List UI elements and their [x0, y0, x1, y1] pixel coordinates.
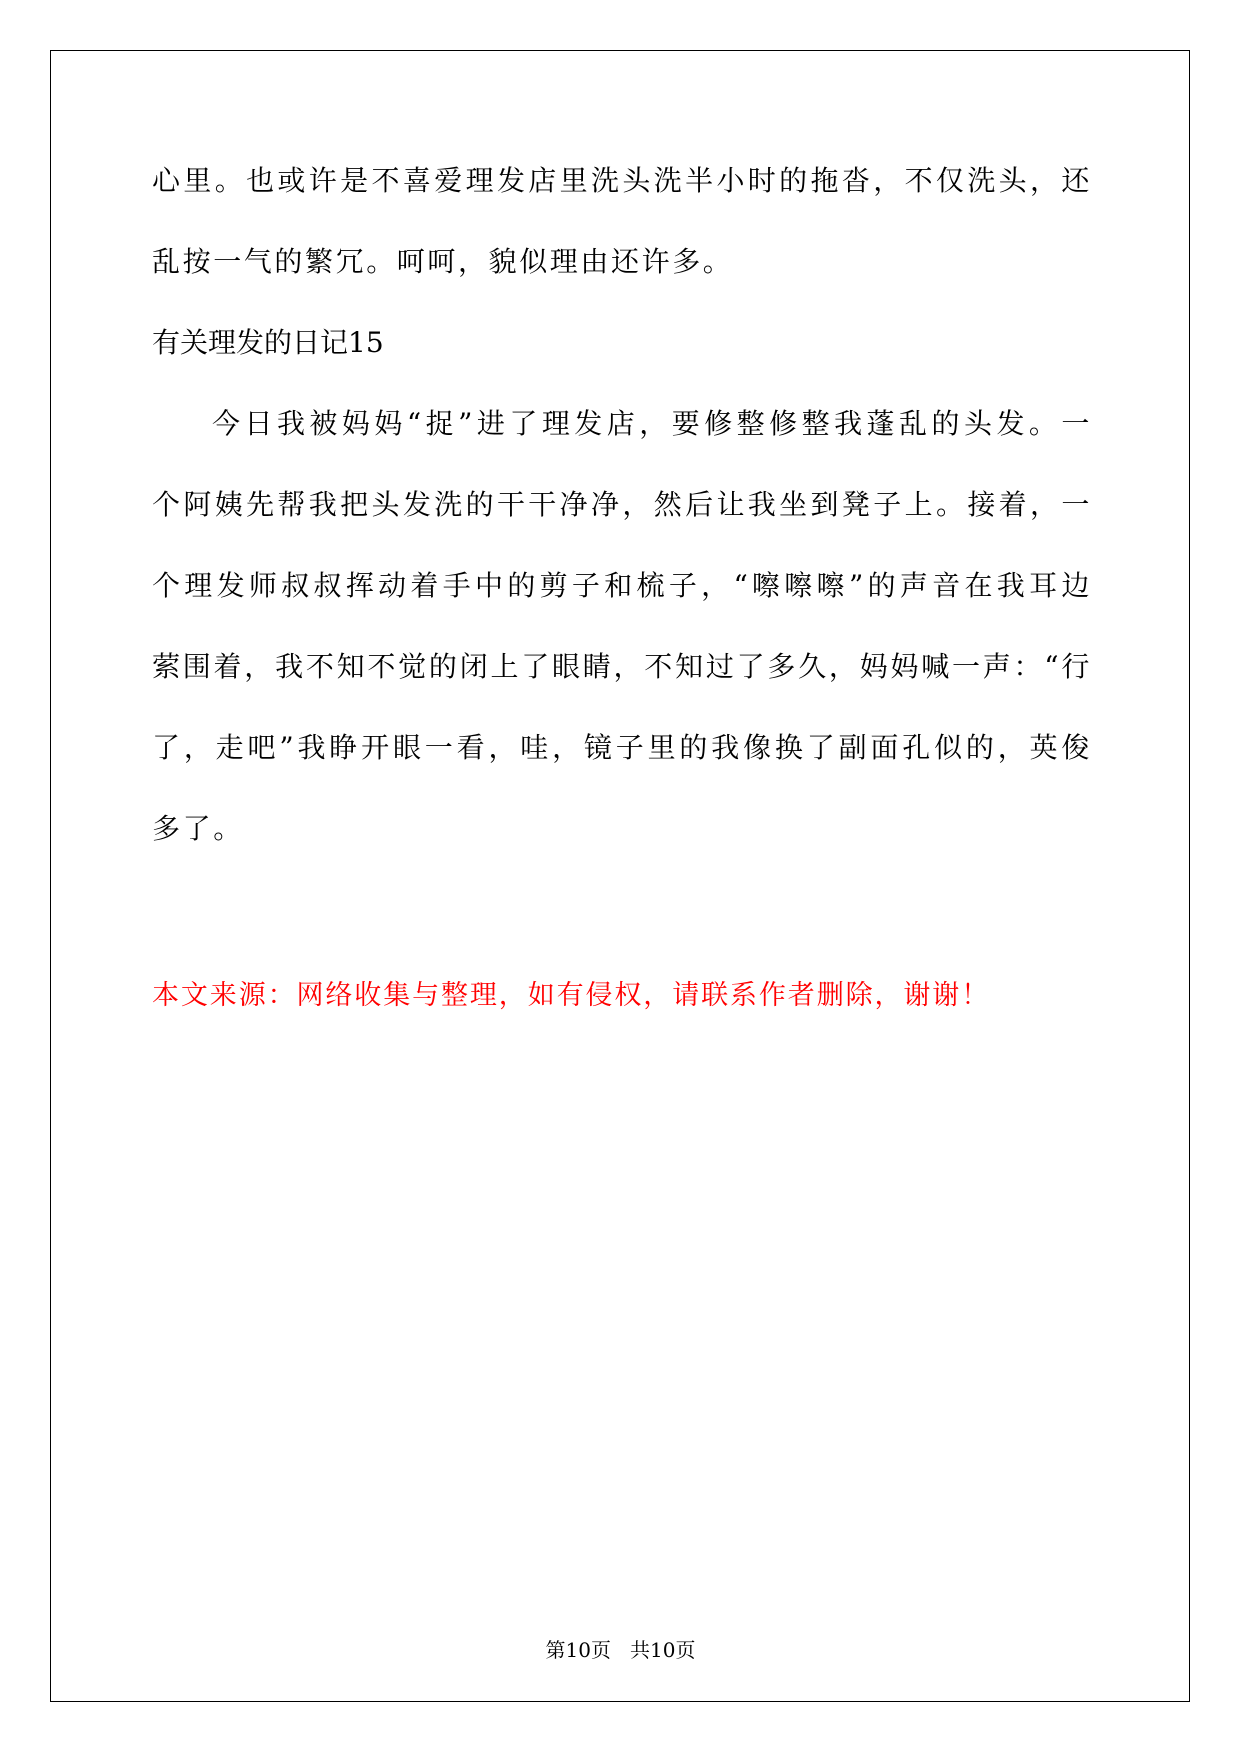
document-body — [152, 160, 1092, 889]
source-note: 本文来源：网络收集与整理，如有侵权，请联系作者删除，谢谢！ — [152, 980, 991, 1011]
paragraph-line: 乱按一气的繁冗。呵呵，貌似理由还许多。 — [152, 245, 734, 278]
paragraph-line: 了，走吧”我睁开眼一看，哇，镜子里的我像换了副面孔似的，英俊 — [152, 731, 1092, 764]
paragraph-line: 个理发师叔叔挥动着手中的剪子和梳子，“嚓嚓嚓”的声音在我耳边 — [152, 569, 1092, 602]
page-number-footer: 第10页 共10页 — [545, 1638, 696, 1662]
paragraph-line: 今日我被妈妈“捉”进了理发店，要修整修整我蓬乱的头发。一 — [212, 407, 1092, 440]
section-heading: 有关理发的日记15 — [152, 326, 384, 359]
paragraph-line: 多了。 — [152, 812, 244, 845]
paragraph-line: 萦围着，我不知不觉的闭上了眼睛，不知过了多久，妈妈喊一声：“行 — [152, 650, 1092, 683]
paragraph-line: 个阿姨先帮我把头发洗的干干净净，然后让我坐到凳子上。接着，一 — [152, 488, 1092, 521]
paragraph-line: 心里。也或许是不喜爱理发店里洗头洗半小时的拖沓，不仅洗头，还 — [152, 164, 1092, 197]
